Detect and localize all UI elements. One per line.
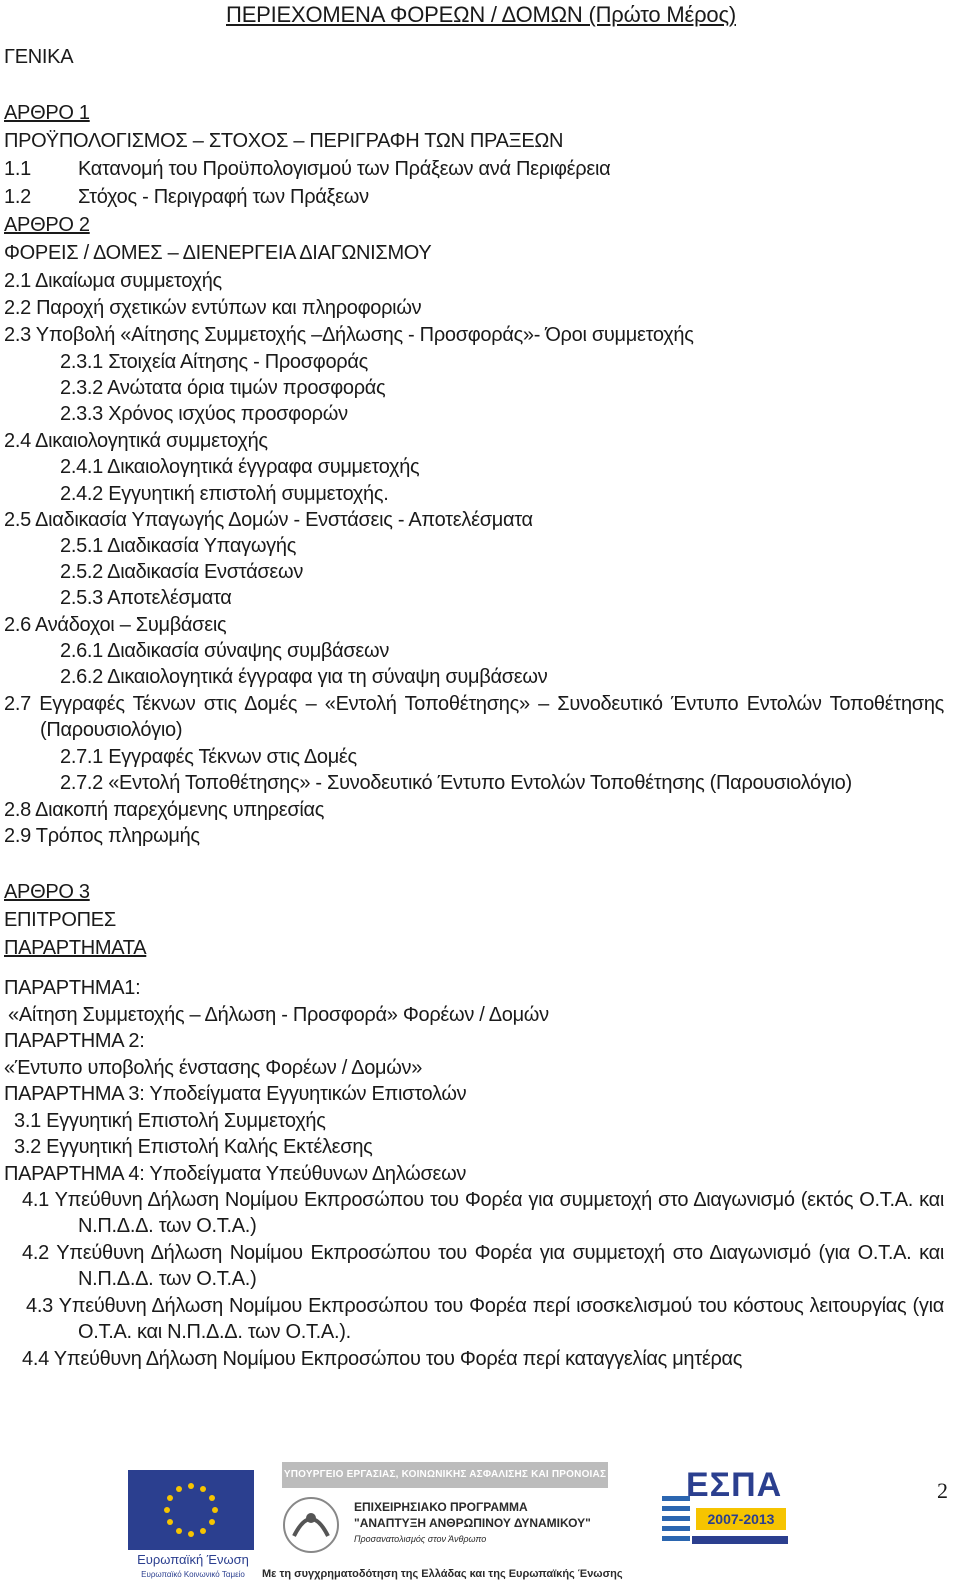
cofunding-text: Με τη συγχρηματοδότηση της Ελλάδας και της Ευρωπαϊκής Ένωσης	[262, 1568, 623, 1580]
toc-subitem: 2.3.2 Ανώτατα όρια τιμών προσφοράς	[60, 377, 386, 399]
espa-logo	[662, 1466, 792, 1562]
annex-subitem: 4.4 Υπεύθυνη Δήλωση Νομίμου Εκπροσώπου του Φορέα περί καταγγελίας μητέρας	[22, 1348, 743, 1370]
toc-item: 2.8 Διακοπή παρεχόμενης υπηρεσίας	[4, 799, 325, 821]
ministry-banner: ΥΠΟΥΡΓΕΙΟ ΕΡΓΑΣΙΑΣ, ΚΟΙΝΩΝΙΚΗΣ ΑΣΦΑΛΙΣΗΣ ΚΑΙ ΠΡΟΝΟΙΑΣ	[282, 1462, 608, 1488]
footer-logos	[0, 1462, 960, 1587]
toc-item: 2.9 Τρόπος πληρωμής	[4, 825, 200, 847]
op-name: "ΑΝΑΠΤΥΞΗ ΑΝΘΡΩΠΙΝΟΥ ΔΥΝΑΜΙΚΟΥ"	[354, 1516, 591, 1530]
page-number: 2	[937, 1478, 948, 1503]
article-2-heading: ΑΡΘΡΟ 2	[4, 214, 90, 236]
annex-item: ΠΑΡΑΡΤΗΜΑ1:	[4, 977, 141, 999]
toc-item: 2.7 Εγγραφές Τέκνων στις Δομές – «Εντολή Τοποθέτησης» – Συνοδευτικό Έντυπο Εντολών Τοποθέτησης	[4, 693, 944, 715]
op-logo-icon	[282, 1496, 340, 1554]
page-title: ΠΕΡΙΕΧΟΜΕΝΑ ΦΟΡΕΩΝ / ΔΟΜΩΝ (Πρώτο Μέρος)	[226, 2, 736, 27]
annex-subitem: 4.3 Υπεύθυνη Δήλωση Νομίμου Εκπροσώπου του Φορέα περί ισοσκελισμού του κόστους λειτουργίας (για	[26, 1295, 944, 1317]
annex-item: «Αίτηση Συμμετοχής – Δήλωση - Προσφορά» Φορέων / Δομών	[8, 1004, 549, 1026]
op-motto: Προσανατολισμός στον Άνθρωπο	[354, 1534, 487, 1544]
annex-subitem-continuation: Ν.Π.Δ.Δ. των Ο.Τ.Α.)	[78, 1268, 257, 1290]
toc-item: 2.6 Ανάδοχοι – Συμβάσεις	[4, 614, 227, 636]
op-title: ΕΠΙΧΕΙΡΗΣΙΑΚΟ ΠΡΟΓΡΑΜΜΑ	[354, 1500, 528, 1514]
annex-item: ΠΑΡΑΡΤΗΜΑ 3: Υποδείγματα Εγγυητικών Επιστολών	[4, 1083, 467, 1105]
annex-subitem: 4.2 Υπεύθυνη Δήλωση Νομίμου Εκπροσώπου του Φορέα για συμμετοχή στο Διαγωνισμό (για Ο.Τ.Α. και	[22, 1242, 944, 1264]
article-3-heading: ΑΡΘΡΟ 3	[4, 881, 90, 903]
toc-item: 2.1 Δικαίωμα συμμετοχής	[4, 270, 222, 292]
toc-item-num: 1.1	[4, 158, 31, 180]
espa-wordmark: ΕΣΠΑ	[686, 1466, 783, 1504]
espa-stripe	[692, 1536, 788, 1544]
toc-item: 2.3 Υποβολή «Αίτησης Συμμετοχής –Δήλωσης - Προσφοράς»- Όροι συμμετοχής	[4, 324, 694, 346]
toc-subitem: 2.6.1 Διαδικασία σύναψης συμβάσεων	[60, 640, 390, 662]
toc-item: Κατανομή του Προϋπολογισμού των Πράξεων ανά Περιφέρεια	[78, 158, 611, 180]
eu-flag-icon	[128, 1470, 254, 1550]
esf-caption: Ευρωπαϊκό Κοινωνικό Ταμείο	[141, 1570, 245, 1579]
section-general: ΓΕΝΙΚΑ	[4, 46, 74, 68]
article-2-subtitle: ΦΟΡΕΙΣ / ΔΟΜΕΣ – ΔΙΕΝΕΡΓΕΙΑ ΔΙΑΓΩΝΙΣΜΟΥ	[4, 242, 432, 264]
article-1-heading: ΑΡΘΡΟ 1	[4, 102, 90, 124]
eu-logo	[118, 1462, 268, 1582]
toc-subitem: 2.5.1 Διαδικασία Υπαγωγής	[60, 535, 297, 557]
annex-subitem: 4.1 Υπεύθυνη Δήλωση Νομίμου Εκπροσώπου του Φορέα για συμμετοχή στο Διαγωνισμό (εκτός Ο.Τ.Α. και	[22, 1189, 944, 1211]
toc-subitem: 2.5.2 Διαδικασία Ενστάσεων	[60, 561, 304, 583]
annex-subitem: 3.2 Εγγυητική Επιστολή Καλής Εκτέλεσης	[14, 1136, 373, 1158]
annex-subitem-continuation: Ν.Π.Δ.Δ. των Ο.Τ.Α.)	[78, 1215, 257, 1237]
espa-years: 2007-2013	[696, 1508, 786, 1530]
annex-item: ΠΑΡΑΡΤΗΜΑ 4: Υποδείγματα Υπεύθυνων Δηλώσεων	[4, 1163, 467, 1185]
toc-subitem: 2.4.2 Εγγυητική επιστολή συμμετοχής.	[60, 483, 389, 505]
toc-subitem: 2.4.1 Δικαιολογητικά έγγραφα συμμετοχής	[60, 456, 420, 478]
toc-item: 2.2 Παροχή σχετικών εντύπων και πληροφοριών	[4, 297, 422, 319]
eu-caption: Ευρωπαϊκή Ένωση	[137, 1552, 249, 1567]
toc-subitem: 2.6.2 Δικαιολογητικά έγγραφα για τη σύναψη συμβάσεων	[60, 666, 548, 688]
annex-subitem: 3.1 Εγγυητική Επιστολή Συμμετοχής	[14, 1110, 326, 1132]
toc-item: Στόχος - Περιγραφή των Πράξεων	[78, 186, 369, 208]
toc-subitem: 2.3.3 Χρόνος ισχύος προσφορών	[60, 403, 348, 425]
annex-subitem-continuation: Ο.Τ.Α. και Ν.Π.Δ.Δ. των Ο.Τ.Α.).	[78, 1321, 351, 1343]
toc-subitem: 2.7.1 Εγγραφές Τέκνων στις Δομές	[60, 746, 357, 768]
toc-subitem: 2.5.3 Αποτελέσματα	[60, 587, 232, 609]
toc-subitem: 2.3.1 Στοιχεία Αίτησης - Προσφοράς	[60, 351, 368, 373]
toc-item-num: 1.2	[4, 186, 31, 208]
annex-item: ΠΑΡΑΡΤΗΜΑ 2:	[4, 1030, 145, 1052]
annex-item: «Έντυπο υποβολής ένστασης Φορέων / Δομών»	[4, 1057, 423, 1079]
article-3-subtitle: ΕΠΙΤΡΟΠΕΣ	[4, 909, 116, 931]
toc-item: 2.5 Διαδικασία Υπαγωγής Δομών - Ενστάσεις - Αποτελέσματα	[4, 509, 533, 531]
toc-item-continuation: (Παρουσιολόγιο)	[40, 719, 183, 741]
annexes-heading: ΠΑΡΑΡΤΗΜΑΤΑ	[4, 937, 147, 959]
toc-item: 2.4 Δικαιολογητικά συμμετοχής	[4, 430, 268, 452]
toc-subitem: 2.7.2 «Εντολή Τοποθέτησης» - Συνοδευτικό Έντυπο Εντολών Τοποθέτησης (Παρουσιολόγιο)	[60, 772, 852, 794]
article-1-subtitle: ΠΡΟΫΠΟΛΟΓΙΣΜΟΣ – ΣΤΟΧΟΣ – ΠΕΡΙΓΡΑΦΗ ΤΩΝ ΠΡΑΞΕΩΝ	[4, 130, 564, 152]
